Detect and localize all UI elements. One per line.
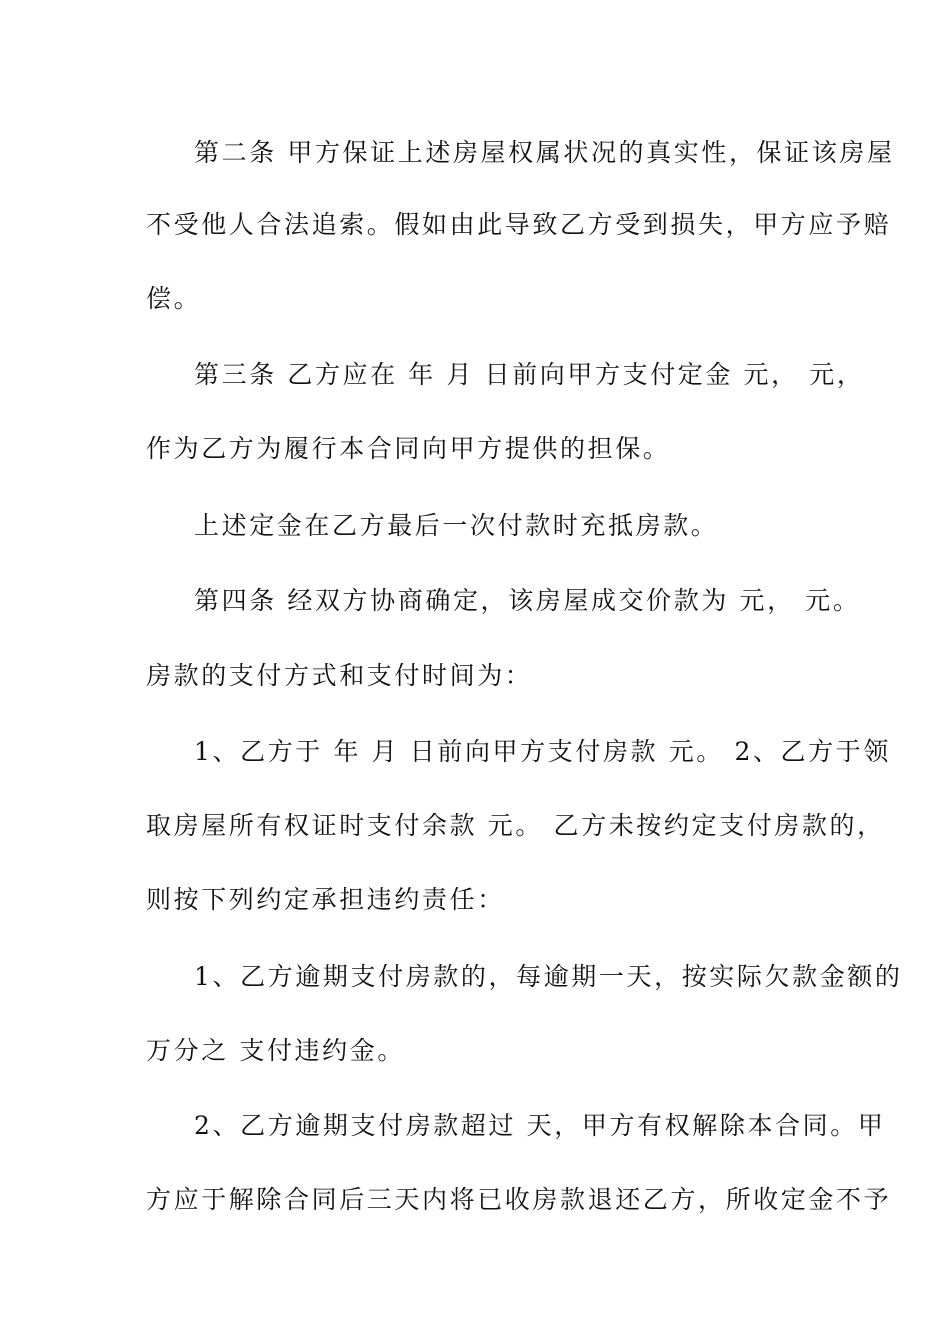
- penalty-1-line-1: 1、乙方逾期支付房款的，每逾期一天，按实际欠款金额的: [194, 962, 903, 991]
- penalty-1-line-2: 万分之 支付违约金。: [146, 1036, 405, 1065]
- article-3-line-1: 第三条 乙方应在 年 月 日前向甲方支付定金 元， 元，: [194, 360, 865, 389]
- payment-line-3: 则按下列约定承担违约责任：: [146, 885, 505, 914]
- article-4-line-1: 第四条 经双方协商确定，该房屋成交价款为 元， 元。: [194, 586, 861, 615]
- payment-line-2: 取房屋所有权证时支付余款 元。 乙方未按约定支付房款的，: [146, 811, 885, 840]
- article-2-line-1: 第二条 甲方保证上述房屋权属状况的真实性，保证该房屋: [194, 138, 895, 167]
- article-3-line-2: 作为乙方为履行本合同向甲方提供的担保。: [146, 434, 671, 463]
- article-2-line-2: 不受他人合法追索。假如由此导致乙方受到损失，甲方应予赔: [146, 210, 892, 239]
- payment-line-1: 1、乙方于 年 月 日前向甲方支付房款 元。 2、乙方于领: [194, 737, 891, 766]
- article-2-line-3: 偿。: [146, 284, 202, 313]
- penalty-2-line-2: 方应于解除合同后三天内将已收房款退还乙方，所收定金不予: [146, 1185, 892, 1214]
- deposit-paragraph: 上述定金在乙方最后一次付款时充抵房款。: [194, 511, 719, 540]
- article-4-line-2: 房款的支付方式和支付时间为：: [146, 661, 533, 690]
- penalty-2-line-1: 2、乙方逾期支付房款超过 天，甲方有权解除本合同。甲: [194, 1111, 886, 1140]
